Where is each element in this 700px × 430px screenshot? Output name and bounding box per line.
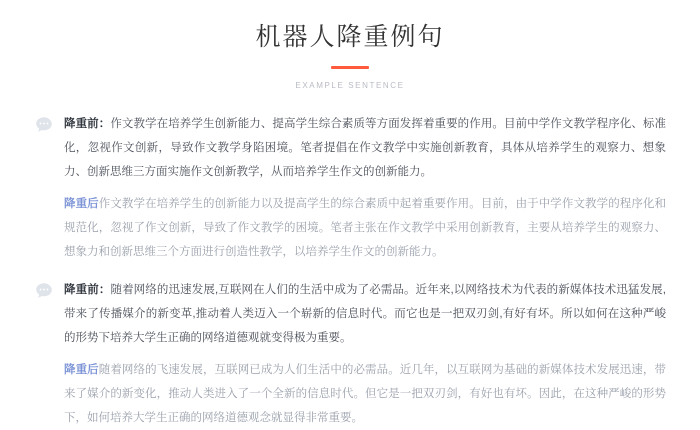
before-label: 降重前： [64,284,111,296]
page-subtitle: EXAMPLE SENTENCE [295,81,405,90]
example-item [34,112,666,264]
page-header [0,0,700,90]
example-item [34,278,666,430]
after-text: 随着网络的飞速发展，互联网已成为人们生活中的必需品。近几年，以互联网为基础的新媒体技术发展迅速，带来了媒介的新变化，推动人类进入了一个全新的信息时代。但它是一把双刃剑，有好也有坏。因此，在这种严峻的形势下，如何培养大学生正确的网络道德观念就显得非常重要。 [64,364,667,424]
before-text: 作文教学在培养学生创新能力、提高学生综合素质等方面发挥着重要的作用。目前中学作文教学程序化、标准化，忽视作文创新，导致作文教学身陷困境。笔者提倡在作文教学中实施创新教育，具体从培养学生的观察力、想象力、创新思维三方面实施作文创新教学，从而培养学生作文的创新能力。 [64,118,667,178]
examples-list [0,112,700,430]
before-label: 降重前： [64,118,111,130]
before-text: 随着网络的迅速发展,互联网在人们的生活中成为了必需品。近年来,以网络技术为代表的新媒体技术迅猛发展,带来了传播媒介的新变革,推动着人类迈入一个崭新的信息时代。而它也是一把双刃剑,有好有坏。所以如何在这种严峻的形势下培养大学生正确的网络道德观就变得极为重要。 [64,284,666,344]
example-before-paragraph [64,112,666,184]
page-title: 机器人降重例句 [255,23,445,51]
chat-bubble-icon [34,115,54,135]
example-after-paragraph [64,192,666,264]
title-underline-rule [331,66,369,69]
chat-bubble-icon [34,281,54,301]
after-label: 降重后 [64,198,99,210]
example-before-paragraph [64,278,666,350]
after-label: 降重后 [64,364,99,376]
example-after-paragraph [64,358,666,430]
after-text: 作文教学在培养学生的创新能力以及提高学生的综合素质中起着重要作用。目前，由于中学作文教学的程序化和规范化，忽视了作文创新，导致了作文教学的困境。笔者主张在作文教学中采用创新教育，主要从培养学生的观察力、想象力和创新思维三个方面进行创造性教学，以培养学生作文的创新能力。 [64,198,667,258]
